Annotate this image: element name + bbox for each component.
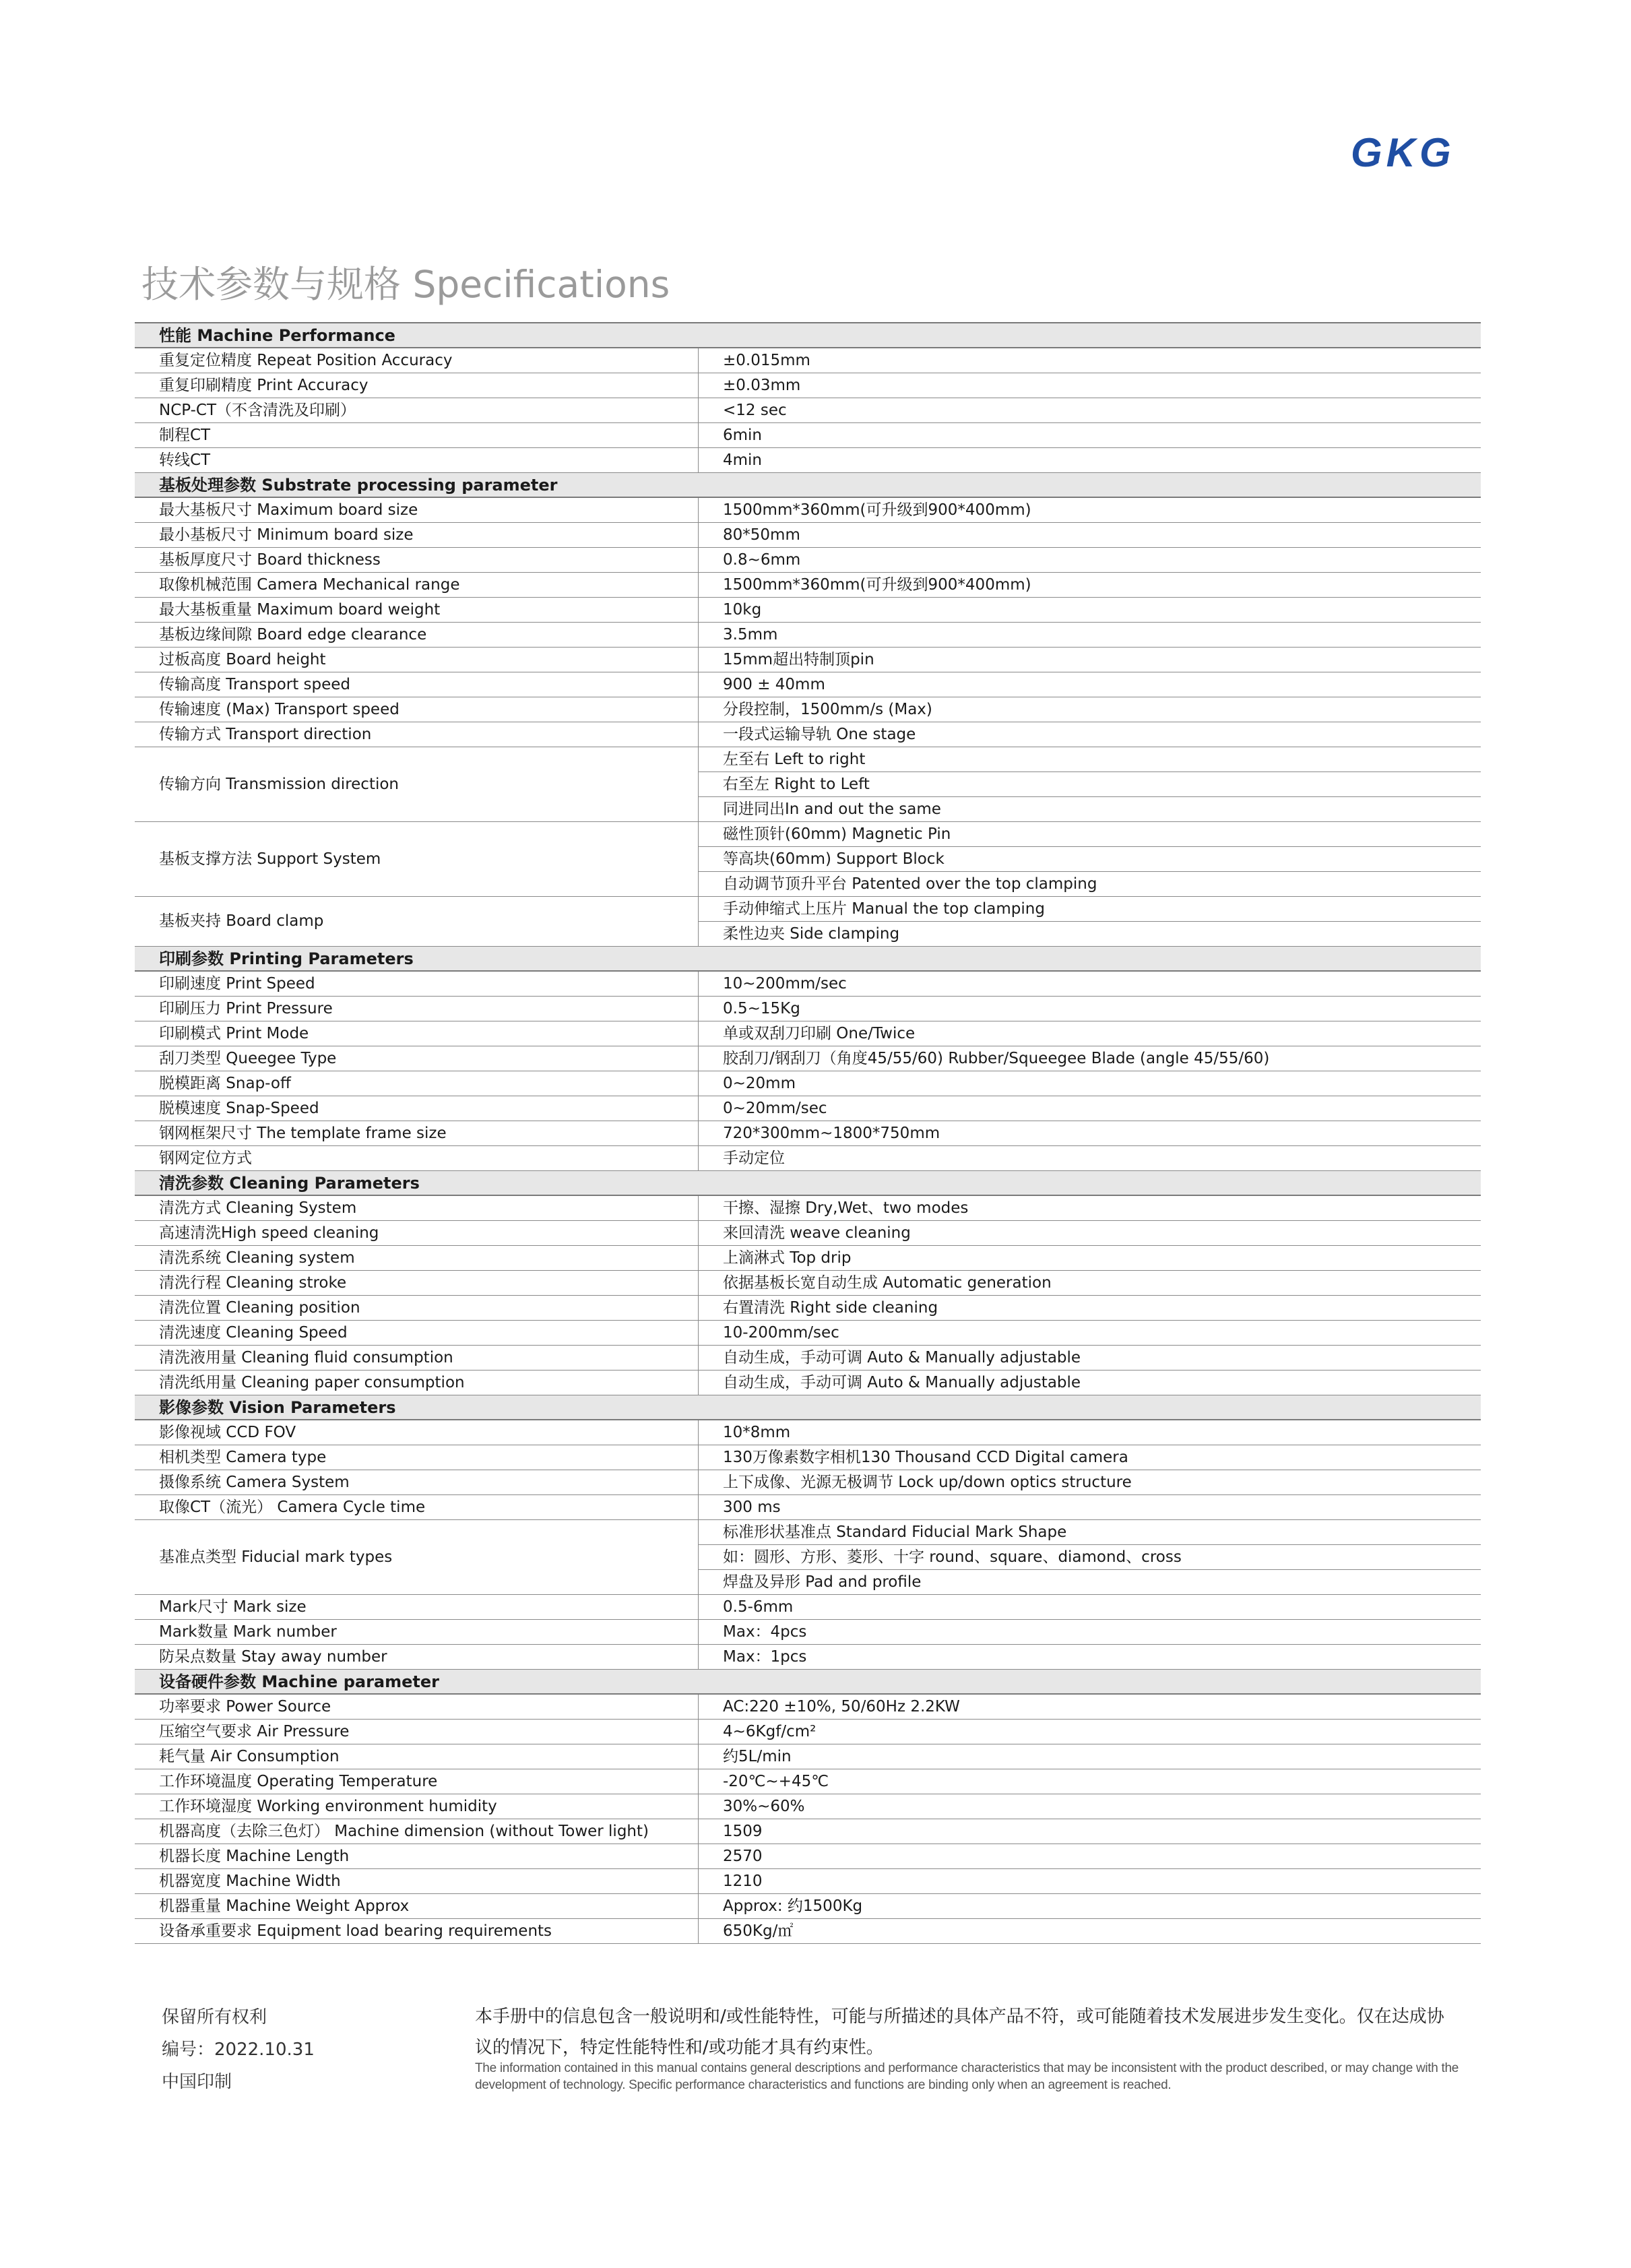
spec-value: 4~6Kgf/cm²	[699, 1720, 1481, 1744]
spec-values	[699, 722, 1481, 747]
spec-value: 15mm超出特制顶pin	[699, 648, 1481, 672]
spec-row	[135, 1769, 1481, 1794]
spec-row	[135, 1321, 1481, 1346]
spec-values	[699, 1096, 1481, 1121]
spec-value: 130万像素数字相机130 Thousand CCD Digital camera	[699, 1445, 1481, 1470]
spec-values	[699, 1196, 1481, 1221]
spec-label: 印刷压力 Print Pressure	[135, 997, 699, 1021]
spec-value: 焊盘及异形 Pad and profile	[699, 1570, 1481, 1595]
spec-label: 钢网框架尺寸 The template frame size	[135, 1121, 699, 1146]
spec-value: 2570	[699, 1844, 1481, 1869]
spec-value: 10~200mm/sec	[699, 972, 1481, 997]
spec-row	[135, 1046, 1481, 1071]
spec-row	[135, 1520, 1481, 1595]
spec-label: 清洗纸用量 Cleaning paper consumption	[135, 1371, 699, 1395]
spec-label: Mark数量 Mark number	[135, 1620, 699, 1645]
spec-values	[699, 1071, 1481, 1096]
spec-value: 磁性顶针(60mm) Magnetic Pin	[699, 822, 1481, 847]
spec-values	[699, 1121, 1481, 1146]
spec-label: 取像CT（流光） Camera Cycle time	[135, 1495, 699, 1520]
spec-value: 柔性边夹 Side clamping	[699, 922, 1481, 947]
disclaimer-en: The information contained in this manual contains general descriptions and performance characteristics that may be inconsistent with the product described, or may change with the development of technology. Specific performance characteristics and functions are binding only when an agreement is reached.	[475, 2061, 1459, 2092]
spec-value: 自动生成，手动可调 Auto & Manually adjustable	[699, 1371, 1481, 1395]
spec-values	[699, 1620, 1481, 1645]
spec-value: 0.5~15Kg	[699, 997, 1481, 1021]
spec-row	[135, 747, 1481, 822]
spec-row	[135, 697, 1481, 722]
spec-values	[699, 1321, 1481, 1346]
spec-values	[699, 1894, 1481, 1919]
spec-value: ±0.03mm	[699, 373, 1481, 398]
spec-label: 最大基板尺寸 Maximum board size	[135, 498, 699, 523]
spec-row	[135, 1371, 1481, 1395]
spec-value: 720*300mm~1800*750mm	[699, 1121, 1481, 1146]
spec-label: 机器重量 Machine Weight Approx	[135, 1894, 699, 1919]
spec-label: 钢网定位方式	[135, 1146, 699, 1171]
spec-row	[135, 448, 1481, 473]
spec-label: 传输方式 Transport direction	[135, 722, 699, 747]
spec-value: <12 sec	[699, 398, 1481, 423]
spec-value: 右至左 Right to Left	[699, 772, 1481, 797]
spec-label: 工作环境湿度 Working environment humidity	[135, 1794, 699, 1819]
spec-values	[699, 423, 1481, 448]
spec-row	[135, 548, 1481, 573]
spec-row	[135, 1595, 1481, 1620]
spec-row	[135, 997, 1481, 1021]
spec-values	[699, 1744, 1481, 1769]
spec-row	[135, 1470, 1481, 1495]
spec-row	[135, 822, 1481, 897]
spec-row	[135, 1620, 1481, 1645]
spec-value: 左至右 Left to right	[699, 747, 1481, 772]
spec-row	[135, 1271, 1481, 1296]
spec-values	[699, 1819, 1481, 1844]
spec-value: 上滴淋式 Top drip	[699, 1246, 1481, 1271]
spec-label: 刮刀类型 Queegee Type	[135, 1046, 699, 1071]
spec-value: 自动调节顶升平台 Patented over the top clamping	[699, 872, 1481, 897]
spec-values	[699, 1720, 1481, 1744]
spec-row	[135, 498, 1481, 523]
spec-value: 30%~60%	[699, 1794, 1481, 1819]
spec-value: 右置清洗 Right side cleaning	[699, 1296, 1481, 1321]
spec-label: 印刷速度 Print Speed	[135, 972, 699, 997]
spec-values	[699, 1919, 1481, 1944]
spec-label: 制程CT	[135, 423, 699, 448]
spec-value: 上下成像、光源无极调节 Lock up/down optics structure	[699, 1470, 1481, 1495]
spec-values	[699, 747, 1481, 822]
spec-values	[699, 822, 1481, 897]
spec-values	[699, 1046, 1481, 1071]
spec-values	[699, 398, 1481, 423]
spec-values	[699, 1595, 1481, 1620]
spec-value: 900 ± 40mm	[699, 672, 1481, 697]
spec-row	[135, 1420, 1481, 1445]
spec-row	[135, 1071, 1481, 1096]
spec-row	[135, 1445, 1481, 1470]
spec-label: 传输速度 (Max) Transport speed	[135, 697, 699, 722]
spec-label: 机器长度 Machine Length	[135, 1844, 699, 1869]
spec-label: 高速清洗High speed cleaning	[135, 1221, 699, 1246]
spec-row	[135, 1296, 1481, 1321]
section-header: 清洗参数 Cleaning Parameters	[135, 1171, 1481, 1196]
brand-logo: GKG	[1351, 130, 1455, 175]
spec-label: 耗气量 Air Consumption	[135, 1744, 699, 1769]
spec-label: 重复印刷精度 Print Accuracy	[135, 373, 699, 398]
spec-value: 650Kg/㎡	[699, 1919, 1481, 1944]
spec-values	[699, 648, 1481, 672]
spec-row	[135, 1919, 1481, 1944]
spec-label: 摄像系统 Camera System	[135, 1470, 699, 1495]
spec-values	[699, 697, 1481, 722]
spec-value: 1500mm*360mm(可升级到900*400mm)	[699, 498, 1481, 523]
spec-row	[135, 1346, 1481, 1371]
spec-values	[699, 498, 1481, 523]
spec-value: 1500mm*360mm(可升级到900*400mm)	[699, 573, 1481, 598]
spec-label: 清洗方式 Cleaning System	[135, 1196, 699, 1221]
spec-label: 工作环境温度 Operating Temperature	[135, 1769, 699, 1794]
spec-value: 10*8mm	[699, 1420, 1481, 1445]
spec-row	[135, 348, 1481, 373]
spec-label: 重复定位精度 Repeat Position Accuracy	[135, 348, 699, 373]
spec-row	[135, 722, 1481, 747]
spec-label: 防呆点数量 Stay away number	[135, 1645, 699, 1670]
spec-value: 自动生成，手动可调 Auto & Manually adjustable	[699, 1346, 1481, 1371]
spec-value: 手动伸缩式上压片 Manual the top clamping	[699, 897, 1481, 922]
section-header: 基板处理参数 Substrate processing parameter	[135, 473, 1481, 498]
spec-label: 基板夹持 Board clamp	[135, 897, 699, 947]
spec-row	[135, 648, 1481, 672]
spec-values	[699, 972, 1481, 997]
spec-value: 0~20mm/sec	[699, 1096, 1481, 1121]
spec-label: NCP-CT（不含清洗及印刷）	[135, 398, 699, 423]
spec-value: 0~20mm	[699, 1071, 1481, 1096]
spec-label: 清洗行程 Cleaning stroke	[135, 1271, 699, 1296]
spec-value: 标准形状基准点 Standard Fiducial Mark Shape	[699, 1520, 1481, 1545]
spec-label: 转线CT	[135, 448, 699, 473]
spec-label: 压缩空气要求 Air Pressure	[135, 1720, 699, 1744]
spec-row	[135, 1146, 1481, 1171]
spec-row	[135, 897, 1481, 947]
spec-values	[699, 598, 1481, 623]
spec-value: 3.5mm	[699, 623, 1481, 648]
spec-values	[699, 1445, 1481, 1470]
spec-table	[135, 322, 1481, 1944]
spec-row	[135, 423, 1481, 448]
spec-values	[699, 1021, 1481, 1046]
spec-row	[135, 1794, 1481, 1819]
spec-label: 最小基板尺寸 Minimum board size	[135, 523, 699, 548]
spec-value: 80*50mm	[699, 523, 1481, 548]
spec-row	[135, 1246, 1481, 1271]
spec-label: 取像机械范围 Camera Mechanical range	[135, 573, 699, 598]
spec-value: 等高块(60mm) Support Block	[699, 847, 1481, 872]
spec-label: 清洗系统 Cleaning system	[135, 1246, 699, 1271]
spec-row	[135, 1894, 1481, 1919]
spec-value: 10kg	[699, 598, 1481, 623]
spec-values	[699, 1869, 1481, 1894]
spec-value: 约5L/min	[699, 1744, 1481, 1769]
section-header: 设备硬件参数 Machine parameter	[135, 1670, 1481, 1695]
spec-label: 机器高度（去除三色灯） Machine dimension (without Tower light)	[135, 1819, 699, 1844]
spec-values	[699, 1221, 1481, 1246]
section-header: 印刷参数 Printing Parameters	[135, 947, 1481, 972]
spec-label: 基板边缘间隙 Board edge clearance	[135, 623, 699, 648]
spec-row	[135, 1495, 1481, 1520]
code-text: 编号：2022.10.31	[162, 2040, 315, 2060]
spec-row	[135, 573, 1481, 598]
spec-row	[135, 1744, 1481, 1769]
spec-label: 基准点类型 Fiducial mark types	[135, 1520, 699, 1595]
spec-values	[699, 1645, 1481, 1670]
spec-value: 分段控制，1500mm/s (Max)	[699, 697, 1481, 722]
spec-values	[699, 1146, 1481, 1171]
spec-value: 一段式运输导轨 One stage	[699, 722, 1481, 747]
spec-label: 机器宽度 Machine Width	[135, 1869, 699, 1894]
spec-values	[699, 1520, 1481, 1595]
spec-values	[699, 997, 1481, 1021]
spec-row	[135, 523, 1481, 548]
spec-value: Max：4pcs	[699, 1620, 1481, 1645]
spec-values	[699, 1470, 1481, 1495]
section-header: 影像参数 Vision Parameters	[135, 1395, 1481, 1420]
spec-value: 依据基板长宽自动生成 Automatic generation	[699, 1271, 1481, 1296]
spec-value: 300 ms	[699, 1495, 1481, 1520]
spec-row	[135, 1844, 1481, 1869]
spec-label: 功率要求 Power Source	[135, 1695, 699, 1720]
spec-values	[699, 448, 1481, 473]
spec-values	[699, 573, 1481, 598]
spec-row	[135, 972, 1481, 997]
spec-label: 印刷模式 Print Mode	[135, 1021, 699, 1046]
spec-values	[699, 348, 1481, 373]
spec-row	[135, 1695, 1481, 1720]
spec-label: 基板厚度尺寸 Board thickness	[135, 548, 699, 573]
spec-label: 过板高度 Board height	[135, 648, 699, 672]
spec-values	[699, 1794, 1481, 1819]
spec-label: 传输高度 Transport speed	[135, 672, 699, 697]
printed-text: 中国印制	[162, 2072, 232, 2092]
spec-row	[135, 1121, 1481, 1146]
spec-values	[699, 672, 1481, 697]
spec-values	[699, 1246, 1481, 1271]
spec-row	[135, 1221, 1481, 1246]
spec-row	[135, 623, 1481, 648]
spec-values	[699, 1844, 1481, 1869]
spec-row	[135, 1096, 1481, 1121]
spec-value: 1509	[699, 1819, 1481, 1844]
spec-label: 影像视域 CCD FOV	[135, 1420, 699, 1445]
spec-row	[135, 373, 1481, 398]
spec-value: 0.8~6mm	[699, 548, 1481, 573]
spec-label: 相机类型 Camera type	[135, 1445, 699, 1470]
spec-value: 同进同出In and out the same	[699, 797, 1481, 822]
spec-values	[699, 1346, 1481, 1371]
spec-value: ±0.015mm	[699, 348, 1481, 373]
spec-values	[699, 1296, 1481, 1321]
spec-values	[699, 1420, 1481, 1445]
spec-value: 0.5-6mm	[699, 1595, 1481, 1620]
rights-text: 保留所有权利	[162, 2007, 267, 2027]
spec-values	[699, 1271, 1481, 1296]
disclaimer-cn: 本手册中的信息包含一般说明和/或性能特性，可能与所描述的具体产品不符，或可能随着技术发展进步发生变化。仅在达成协议的情况下，特定性能特性和/或功能才具有约束性。	[475, 2007, 1444, 2058]
spec-values	[699, 623, 1481, 648]
spec-row	[135, 1869, 1481, 1894]
spec-label: 传输方向 Transmission direction	[135, 747, 699, 822]
spec-label: 设备承重要求 Equipment load bearing requirements	[135, 1919, 699, 1944]
spec-label: 脱模距离 Snap-off	[135, 1071, 699, 1096]
footer-info	[162, 2001, 315, 2098]
spec-value: 手动定位	[699, 1146, 1481, 1171]
spec-value: 6min	[699, 423, 1481, 448]
spec-row	[135, 1819, 1481, 1844]
spec-row	[135, 1021, 1481, 1046]
spec-value: 来回清洗 weave cleaning	[699, 1221, 1481, 1246]
spec-label: Mark尺寸 Mark size	[135, 1595, 699, 1620]
spec-values	[699, 1769, 1481, 1794]
spec-values	[699, 1695, 1481, 1720]
spec-values	[699, 548, 1481, 573]
spec-label: 清洗速度 Cleaning Speed	[135, 1321, 699, 1346]
spec-row	[135, 672, 1481, 697]
spec-values	[699, 1371, 1481, 1395]
page-title: 技术参数与规格 Specifications	[141, 263, 670, 306]
spec-value: 单或双刮刀印刷 One/Twice	[699, 1021, 1481, 1046]
spec-value: 胶刮刀/钢刮刀（角度45/55/60) Rubber/Squeegee Blade (angle 45/55/60)	[699, 1046, 1481, 1071]
spec-values	[699, 523, 1481, 548]
spec-row	[135, 1645, 1481, 1670]
spec-values	[699, 897, 1481, 947]
spec-label: 最大基板重量 Maximum board weight	[135, 598, 699, 623]
spec-row	[135, 598, 1481, 623]
spec-label: 脱模速度 Snap-Speed	[135, 1096, 699, 1121]
spec-row	[135, 1196, 1481, 1221]
spec-value: 4min	[699, 448, 1481, 473]
spec-row	[135, 1720, 1481, 1744]
spec-value: 干擦、湿擦 Dry,Wet、two modes	[699, 1196, 1481, 1221]
spec-value: Max：1pcs	[699, 1645, 1481, 1670]
spec-value: Approx: 约1500Kg	[699, 1894, 1481, 1919]
spec-value: 1210	[699, 1869, 1481, 1894]
spec-label: 基板支撑方法 Support System	[135, 822, 699, 897]
spec-value: -20℃~+45℃	[699, 1769, 1481, 1794]
spec-values	[699, 373, 1481, 398]
spec-label: 清洗位置 Cleaning position	[135, 1296, 699, 1321]
spec-value: 10-200mm/sec	[699, 1321, 1481, 1346]
spec-row	[135, 398, 1481, 423]
spec-label: 清洗液用量 Cleaning fluid consumption	[135, 1346, 699, 1371]
spec-values	[699, 1495, 1481, 1520]
section-header: 性能 Machine Performance	[135, 323, 1481, 348]
spec-value: AC:220 ±10%, 50/60Hz 2.2KW	[699, 1695, 1481, 1720]
spec-value: 如：圆形、方形、菱形、十字 round、square、diamond、cross	[699, 1545, 1481, 1570]
